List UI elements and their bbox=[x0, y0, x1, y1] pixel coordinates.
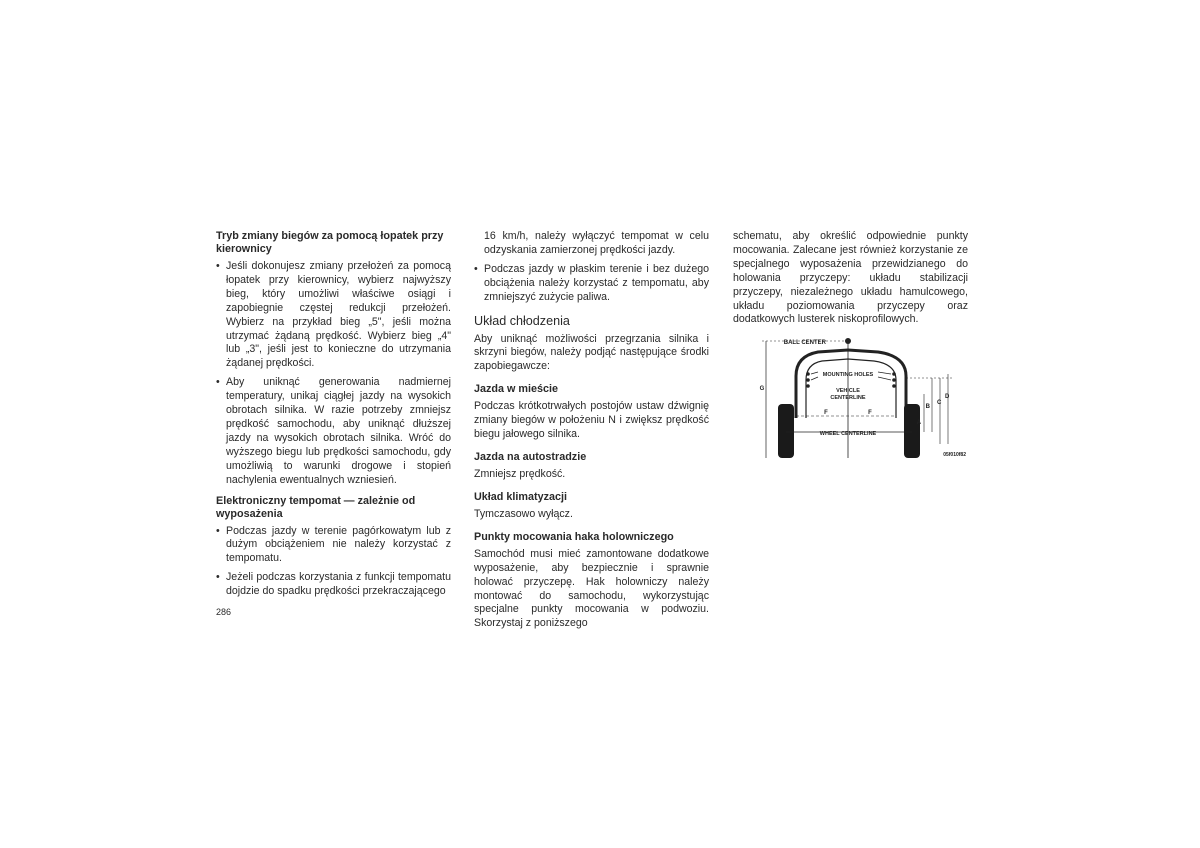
c-label: C bbox=[937, 400, 942, 406]
diagram-code: 05f010f82 bbox=[943, 452, 966, 458]
heading-paddle-shift: Tryb zmiany biegów za pomocą łopatek przy kierownicy bbox=[216, 230, 444, 255]
subheading-air-conditioning: Układ klimatyzacji bbox=[474, 490, 568, 503]
column-left bbox=[216, 230, 451, 605]
subheading-hitch-mounting: Punkty mocowania haka holowniczego bbox=[474, 530, 674, 543]
g-label: G bbox=[759, 386, 765, 392]
paragraph-hitch-continued: schematu, aby określić odpowiednie punkty mocowania. Zalecane jest również korzystanie ze specjalnego wyposażenia przewidzianego do holowania przyczepy: układu stabilizacji przyczepy, niezależnego układu hamulcowego, układu poziomowania przyczepy oraz dodatkowych lusterek niskoprofilowych. bbox=[733, 230, 968, 326]
list-item: • Podczas jazdy w terenie pagórkowatym lub z dużym obciążeniem nie należy korzystać z tempomatu. bbox=[216, 525, 451, 567]
subheading-highway: Jazda na autostradzie bbox=[474, 450, 587, 463]
ball-center-label: BALL CENTER bbox=[783, 340, 826, 346]
paragraph-highway: Zmniejsz prędkość. bbox=[474, 467, 566, 480]
column-middle bbox=[474, 230, 709, 631]
hitch-frame bbox=[796, 350, 906, 418]
wheel-centerline-label: WHEEL CENTERLINE bbox=[819, 431, 877, 437]
left-wheel bbox=[778, 404, 794, 458]
bullet-list-cruise-control bbox=[216, 525, 451, 600]
a-label: A bbox=[916, 420, 921, 426]
hitch-mounting-diagram bbox=[756, 334, 976, 464]
bullet-list-flat-terrain bbox=[474, 263, 709, 305]
mounting-holes-label: MOUNTING HOLES bbox=[822, 372, 874, 378]
subheading-city: Jazda w mieście bbox=[474, 383, 559, 396]
paragraph-city: Podczas krótkotrwałych postojów ustaw dźwignię zmiany biegów w położeniu N i zwiększ prędkość biegu jałowego silnika. bbox=[474, 400, 709, 441]
centerline-label: CENTERLINE bbox=[830, 395, 866, 401]
f-right-label: F bbox=[868, 410, 872, 416]
paragraph-hitch-mounting: Samochód musi mieć zamontowane dodatkowe wyposażenie, aby bezpiecznie i sprawnie holować przyczepę. Hak holowniczy należy montować do samochodu, wykorzystując specjalne punkty mocowania w podwoziu. Skorzystaj z poniższego bbox=[474, 547, 709, 630]
right-wheel bbox=[904, 404, 920, 458]
section-intro: Aby uniknąć możliwości przegrzania silnika i skrzyni biegów, należy podjąć następujące środki zapobiegawcze: bbox=[474, 332, 709, 373]
b-label: B bbox=[925, 404, 930, 410]
section-title-cooling: Układ chłodzenia bbox=[474, 313, 570, 328]
bullet-list-paddle-shift bbox=[216, 260, 451, 488]
f-left-label: F bbox=[824, 410, 828, 416]
d-label: D bbox=[945, 394, 950, 400]
page-number: 286 bbox=[216, 607, 232, 617]
column-right bbox=[733, 230, 968, 327]
list-item: • Podczas jazdy w płaskim terenie i bez dużego obciążenia należy korzystać z tempomatu, aby zmniejszyć zużycie paliwa. bbox=[474, 263, 709, 305]
heading-cruise-control: Elektroniczny tempomat — zależnie od wyposażenia bbox=[216, 494, 416, 520]
list-item: • Jeśli dokonujesz zmiany przełożeń za pomocą łopatek przy kierownicy, wybierz najwyższy bieg, który umożliwi właściwe osiągi i zapobiegnie częstej redukcji przełożeń. Wybierz na przykład bieg „5", jeśli można utrzymać żądaną prędkość. Wybierz bieg „4" lub „3", jeśli jest to konieczne do utrzymania żądanej prędkości. bbox=[216, 260, 451, 371]
continued-bullet-text: 16 km/h, należy wyłączyć tempomat w celu odzyskania zamierzonej prędkości jazdy. bbox=[484, 230, 709, 256]
paragraph-air-conditioning: Tymczasowo wyłącz. bbox=[474, 507, 573, 520]
list-item: • Jeżeli podczas korzystania z funkcji tempomatu dojdzie do spadku prędkości przekraczającego bbox=[216, 571, 451, 599]
vehicle-label: VEHICLE bbox=[836, 388, 860, 394]
list-item: • Aby uniknąć generowania nadmiernej temperatury, unikaj ciągłej jazdy na wysokich obrotach silnika. W razie potrzeby zmniejsz prędkość samochodu, aby uniknąć dłuższej jazdy na wysokich obrotach silnika. Wróć do wyższego biegu lub prędkości samochodu, gdy umożliwią to warunki drogowe i stopień nachylenia ewentualnych wzniesień. bbox=[216, 376, 451, 487]
